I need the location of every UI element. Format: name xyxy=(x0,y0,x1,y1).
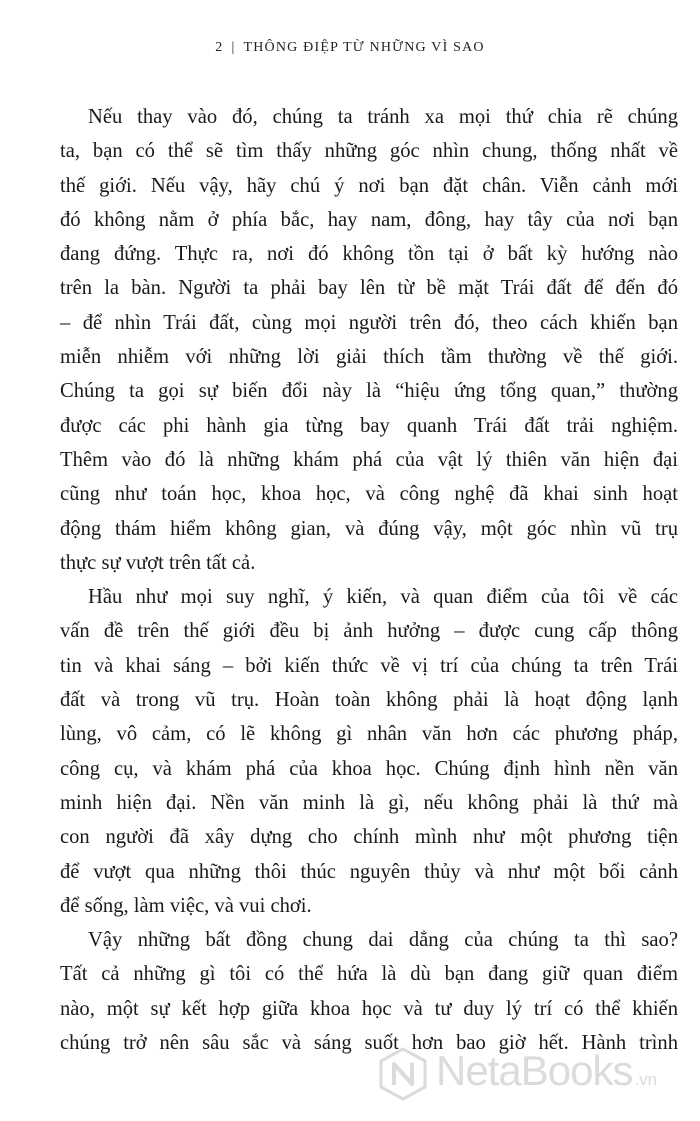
text-line: được các phi hành gia từng bay quanh Trái đất trải nghiệm. xyxy=(60,414,678,437)
text-line: miễn nhiễm với những lời giải thích tầm thường về thế giới. xyxy=(60,346,678,369)
body-text xyxy=(60,100,678,1060)
text-line: con người đã xây dựng cho chính mình như một phương tiện xyxy=(60,826,678,849)
text-line: chúng trở nên sâu sắc và sáng suốt hơn bao giờ hết. Hành trình xyxy=(60,1032,678,1055)
watermark-brand: NetaBooks xyxy=(436,1047,633,1094)
text-line: đó không nằm ở phía bắc, hay nam, đông, hay tây của nơi bạn xyxy=(60,208,678,231)
text-line: công cụ, và khám phá của khoa học. Chúng định hình nền văn xyxy=(60,757,678,780)
text-line: Hầu như mọi suy nghĩ, ý kiến, và quan điểm của tôi về các xyxy=(88,586,678,609)
text-line: để sống, làm việc, và vui chơi. xyxy=(60,894,312,917)
text-line: Tất cả những gì tôi có thể hứa là dù bạn đang giữ quan điểm xyxy=(60,963,678,986)
book-title: THÔNG ĐIỆP TỪ NHỮNG VÌ SAO xyxy=(243,40,485,55)
text-line: Thêm vào đó là những khám phá của vật lý thiên văn hiện đại xyxy=(60,448,678,471)
text-line: Nếu thay vào đó, chúng ta tránh xa mọi thứ chia rẽ chúng xyxy=(88,106,678,128)
text-line: tin và khai sáng – bởi kiến thức về vị trí của chúng ta trên Trái xyxy=(60,654,678,677)
watermark-text xyxy=(436,1047,657,1095)
text-line: thực sự vượt trên tất cả. xyxy=(60,551,256,574)
text-line: trên la bàn. Người ta phải bay lên từ bề mặt Trái đất để đến đó xyxy=(60,277,678,300)
text-line: ta, bạn có thể sẽ tìm thấy những góc nhìn chung, thống nhất về xyxy=(60,140,678,163)
text-line: Vậy những bất đồng chung dai dẳng của chúng ta thì sao? xyxy=(88,929,678,952)
text-line: nào, một sự kết hợp giữa khoa học và tư duy lý trí có thể khiến xyxy=(60,997,678,1020)
text-line: Chúng ta gọi sự biến đổi này là “hiệu ứng tổng quan,” thường xyxy=(60,380,678,403)
watermark xyxy=(378,1045,688,1105)
text-line: vấn đề trên thế giới đều bị ảnh hưởng – được cung cấp thông xyxy=(60,620,678,643)
text-line: đất và trong vũ trụ. Hoàn toàn không phải là hoạt động lạnh xyxy=(60,689,678,712)
text-line: thế giới. Nếu vậy, hãy chú ý nơi bạn đặt chân. Viễn cảnh mới xyxy=(60,174,678,197)
running-header xyxy=(0,40,700,56)
watermark-suffix: .vn xyxy=(634,1070,658,1089)
netabooks-logo-icon xyxy=(378,1047,428,1101)
text-line: cũng như toán học, khoa học, và công nghệ đã khai sinh hoạt xyxy=(60,483,678,506)
text-line: – để nhìn Trái đất, cùng mọi người trên đó, theo cách khiến bạn xyxy=(60,311,678,334)
text-line: đang đứng. Thực ra, nơi đó không tồn tại ở bất kỳ hướng nào xyxy=(60,243,678,266)
header-separator: | xyxy=(231,40,236,55)
page-number: 2 xyxy=(215,40,224,55)
text-line: lùng, vô cảm, có lẽ không gì nhân văn hơn các phương pháp, xyxy=(60,723,678,746)
text-line: để vượt qua những thôi thúc nguyên thủy và như một bối cảnh xyxy=(60,860,678,883)
text-line: minh hiện đại. Nền văn minh là gì, nếu không phải là thứ mà xyxy=(60,791,678,814)
text-line: động thám hiểm không gian, và đúng vậy, một góc nhìn vũ trụ xyxy=(60,517,678,540)
